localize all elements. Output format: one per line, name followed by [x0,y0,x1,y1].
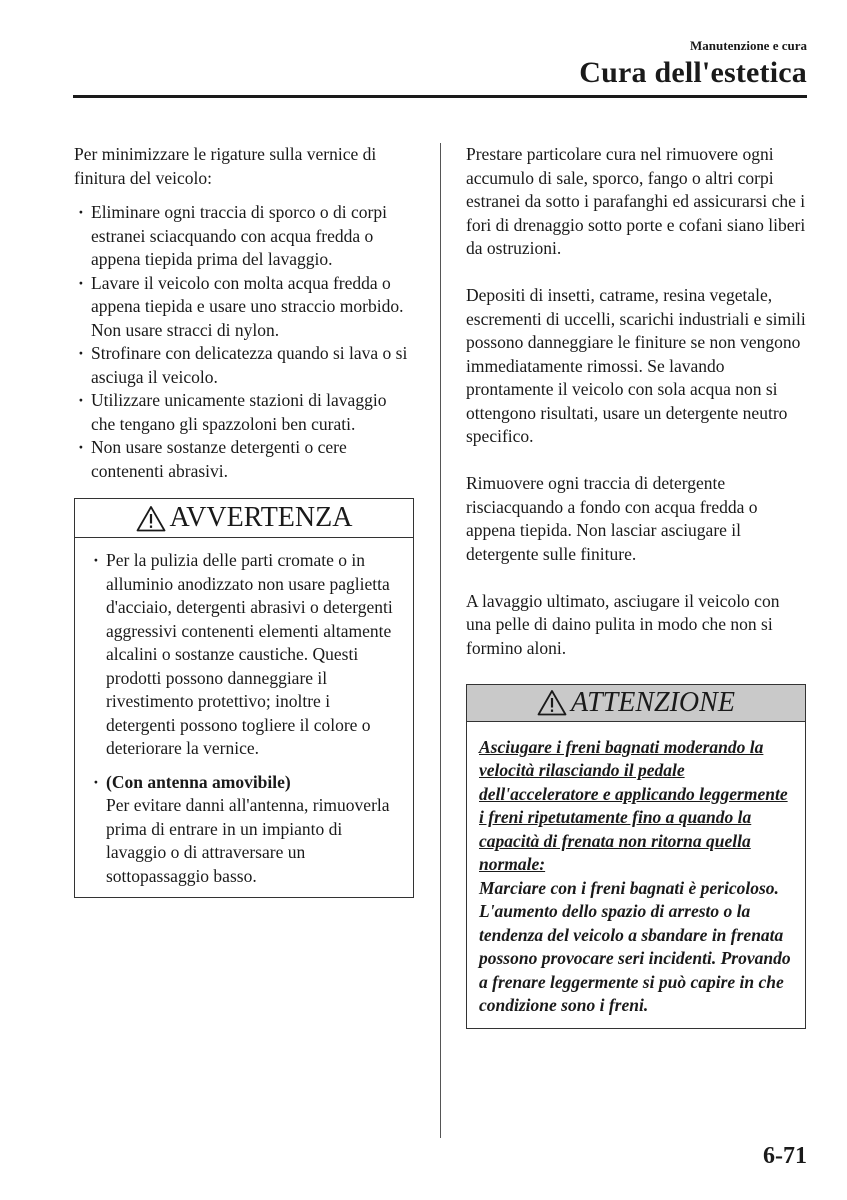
page-title: Cura dell'estetica [579,56,807,89]
left-column [74,143,414,898]
antenna-heading: (Con antenna amovibile) [106,771,291,792]
warning-triangle-icon [136,505,166,532]
header-rule [73,95,807,98]
caution-box [466,684,806,1029]
list-item: · Non usare sostanze detergenti o cere contenenti abrasivi. [74,436,414,483]
page-number: 6-71 [763,1143,807,1169]
caution-text: Marciare con i freni bagnati è pericoloso. L'aumento dello spazio di arresto o la tendenza del veicolo a sbandare in frenata possono provocare seri incidenti. Provando a frenare leggermente si può capire in che condizione sono i freni. [479,877,791,1015]
caution-triangle-icon [537,689,567,716]
list-item: · Strofinare con delicatezza quando si lava o si asciuga il veicolo. [74,342,414,389]
paragraph-salt-mud: Prestare particolare cura nel rimuovere ogni accumulo di sale, sporco, fango o altri corpi estranei da sotto i parafanghi ed assicurarsi che i fori di drenaggio sotto porte e cofani siano liberi da ostruzioni. [466,144,806,258]
list-item: · Per la pulizia delle parti cromate o in alluminio anodizzato non usare paglietta d'acciaio, detergenti abrasivi o detergenti aggressivi contenenti elementi altamente alcalini o sostanze caustiche. Questi prodotti possono danneggiare il rivestimento protettivo; inoltre i detergenti possono togliere il colore o deteriorare la vernice. [89,549,403,761]
caution-body [467,722,805,1028]
paragraph-dry: A lavaggio ultimato, asciugare il veicolo con una pelle di daino pulita in modo che non si formino aloni. [466,590,780,658]
warning-body [75,538,413,897]
caution-header [467,685,805,722]
list-item: · Utilizzare unicamente stazioni di lavaggio che tengano gli spazzoloni ben curati. [74,389,414,436]
intro-paragraph: Per minimizzare le rigature sulla vernice di finitura del veicolo: [74,144,377,188]
list-item: · Lavare il veicolo con molta acqua fredda o appena tiepida e usare uno straccio morbido. Non usare stracci di nylon. [74,272,414,343]
paragraph-deposits: Depositi di insetti, catrame, resina vegetale, escrementi di uccelli, scarichi industriali e simili possono danneggiare le finiture se non vengono immediatamente rimossi. Se lavando prontamente il veicolo con sola acqua non si ottengono risultati, usare un detergente neutro specifico. [466,285,806,446]
scratch-tips-list [74,201,414,483]
warning-header [75,499,413,538]
antenna-text: Per evitare danni all'antenna, rimuoverla prima di entrare in un impianto di lavaggio o di attraversare un sottopassaggio basso. [106,795,390,886]
right-column [466,143,806,1029]
warning-box [74,498,414,898]
caution-title: ATTENZIONE [571,686,735,718]
caution-underlined-text: Asciugare i freni bagnati moderando la velocità rilasciando il pedale dell'acceleratore e applicando leggermente i freni ripetutamente fino a quando la capacità di frenata non ritorna quella normale: [479,736,788,874]
paragraph-rinse: Rimuovere ogni traccia di detergente risciacquando a fondo con acqua fredda o appena tiepida. Non lasciar asciugare il detergente sulle finiture. [466,473,758,564]
header-section-name: Manutenzione e cura [690,38,807,53]
list-item: · Eliminare ogni traccia di sporco o di corpi estranei sciacquando con acqua fredda o appena tiepida prima del lavaggio. [74,201,414,272]
warning-title: AVVERTENZA [169,502,353,533]
list-item [89,771,403,889]
column-divider [440,143,441,1138]
